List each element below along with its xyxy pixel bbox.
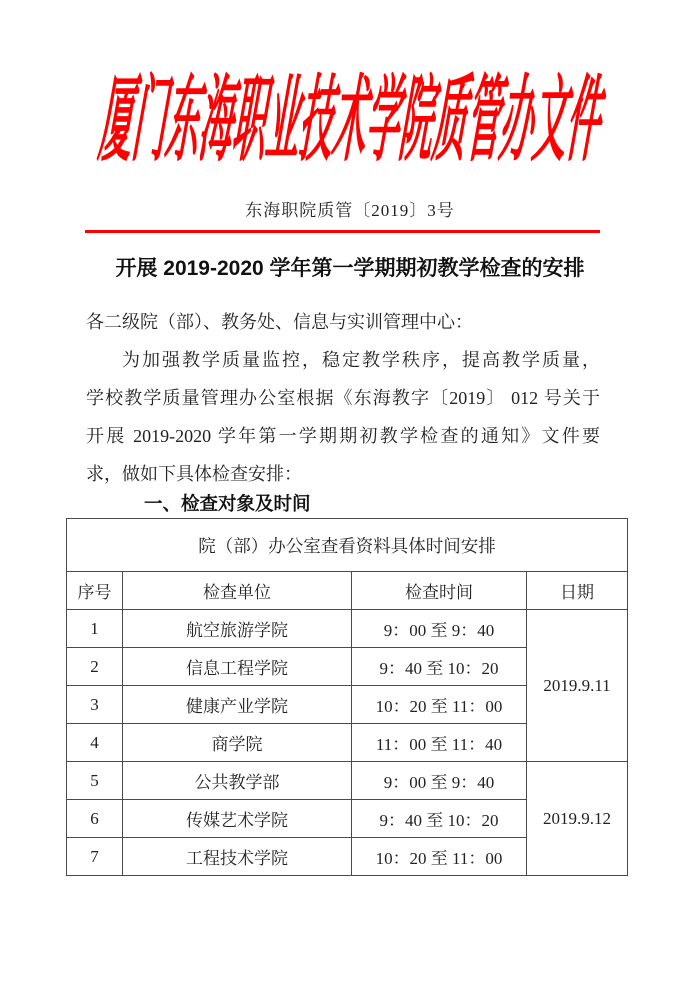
cell-time: 10：20 至 11：00 <box>352 838 527 876</box>
col-header-unit: 检查单位 <box>123 572 352 610</box>
document-title: 开展 2019-2020 学年第一学期期初教学检查的安排 <box>115 257 585 280</box>
cell-unit: 航空旅游学院 <box>123 610 352 648</box>
cell-time: 9：00 至 9：40 <box>352 762 527 800</box>
body-line: 学校教学质量管理办公室根据《东海教字〔2019〕 012 号关于 <box>86 388 600 408</box>
table-row <box>67 610 628 648</box>
cell-unit: 商学院 <box>123 724 352 762</box>
cell-unit: 公共教学部 <box>123 762 352 800</box>
col-header-date: 日期 <box>527 572 628 610</box>
schedule-table <box>66 518 628 876</box>
cell-no: 5 <box>67 762 123 800</box>
table-row <box>67 762 628 800</box>
cell-unit: 健康产业学院 <box>123 686 352 724</box>
cell-time: 11：00 至 11：40 <box>352 724 527 762</box>
cell-date: 2019.9.12 <box>527 762 628 876</box>
cell-date: 2019.9.11 <box>527 610 628 762</box>
red-divider <box>85 230 600 233</box>
letterhead-banner <box>95 69 700 173</box>
cell-no: 3 <box>67 686 123 724</box>
cell-unit: 传媒艺术学院 <box>123 800 352 838</box>
cell-time: 9：40 至 10：20 <box>352 648 527 686</box>
section-heading: 一、检查对象及时间 <box>144 493 311 514</box>
cell-no: 4 <box>67 724 123 762</box>
body-line: 求，做如下具体检查安排： <box>86 464 302 484</box>
body-line: 为加强教学质量监控，稳定教学秩序，提高教学质量， <box>122 350 600 370</box>
body-line: 开展 2019-2020 学年第一学期期初教学检查的通知》文件要 <box>86 426 600 446</box>
cell-time: 10：20 至 11：00 <box>352 686 527 724</box>
cell-time: 9：00 至 9：40 <box>352 610 527 648</box>
cell-time: 9：40 至 10：20 <box>352 800 527 838</box>
cell-unit: 工程技术学院 <box>123 838 352 876</box>
cell-unit: 信息工程学院 <box>123 648 352 686</box>
banner-title: 厦门东海职业技术学院质管办文件 <box>95 69 606 173</box>
col-header-no: 序号 <box>67 572 123 610</box>
table-header-row <box>67 572 628 610</box>
body-text <box>86 303 600 493</box>
cell-no: 7 <box>67 838 123 876</box>
cell-no: 2 <box>67 648 123 686</box>
table-caption-row <box>67 519 628 572</box>
cell-no: 6 <box>67 800 123 838</box>
table-caption: 院（部）办公室查看资料具体时间安排 <box>67 519 628 572</box>
doc-number: 东海职院质管〔2019〕3号 <box>245 201 455 220</box>
salutation: 各二级院（部）、教务处、信息与实训管理中心： <box>86 312 473 332</box>
col-header-time: 检查时间 <box>352 572 527 610</box>
cell-no: 1 <box>67 610 123 648</box>
